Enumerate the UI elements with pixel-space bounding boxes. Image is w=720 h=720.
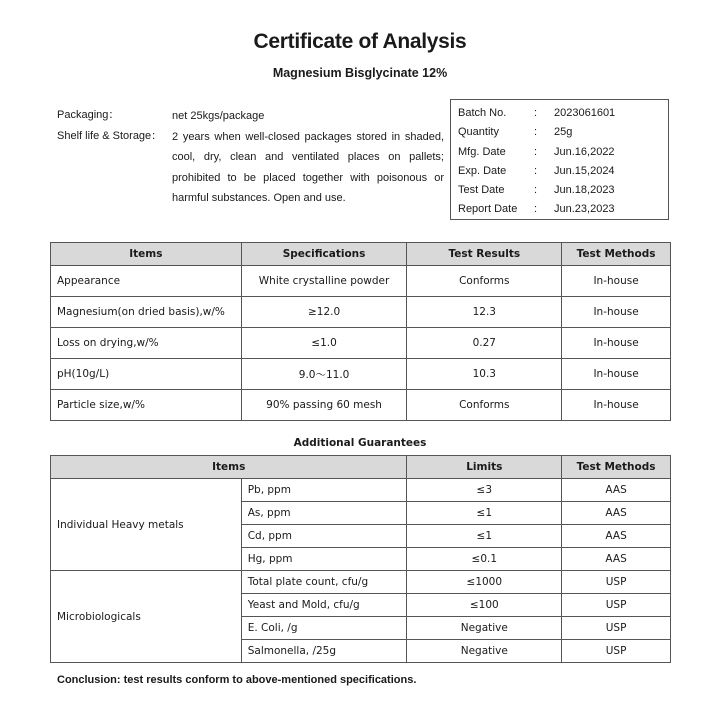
result-cell: Conforms (407, 266, 562, 297)
specification-cell: 9.0～11.0 (241, 359, 407, 390)
result-cell: Conforms (407, 390, 562, 421)
column-header-items: Items (51, 456, 407, 479)
sub-item-cell: Total plate count, cfu/g (241, 571, 407, 594)
method-cell: In-house (562, 266, 671, 297)
result-cell: 10.3 (407, 359, 562, 390)
method-cell: AAS (562, 479, 671, 502)
packaging-row (57, 106, 447, 127)
batch-value: Jun.16,2022 (554, 145, 615, 158)
batch-value: 2023061601 (554, 107, 616, 119)
limit-cell: ≤100 (407, 594, 562, 617)
limit-cell: Negative (407, 617, 562, 640)
packaging-label: Packaging： (57, 109, 120, 121)
method-cell: AAS (562, 502, 671, 525)
batch-label: Report Date (458, 203, 518, 216)
limit-cell: ≤1 (407, 502, 562, 525)
table-row (51, 359, 671, 390)
method-cell: In-house (562, 390, 671, 421)
shelf-life-label: Shelf life & Storage： (57, 129, 163, 142)
method-cell: AAS (562, 525, 671, 548)
method-cell: In-house (562, 328, 671, 359)
batch-row (458, 181, 668, 200)
method-cell: In-house (562, 359, 671, 390)
shelf-life-row (57, 127, 447, 209)
limit-cell: ≤1 (407, 525, 562, 548)
batch-separator: : (534, 184, 538, 197)
column-header-items: Items (51, 243, 242, 266)
method-cell: USP (562, 640, 671, 663)
table-row (51, 328, 671, 359)
item-cell: Magnesium(on dried basis),w/% (51, 297, 242, 328)
batch-value: 25g (554, 126, 573, 139)
table-row (51, 571, 671, 594)
shelf-life-value: 2 years when well-closed packages stored in shaded, cool, dry, clean and ventilated places on pallets; prohibited to be placed together with poisonous or harmful substances. Open and use. (172, 130, 444, 204)
column-header-test-methods: Test Methods (562, 456, 671, 479)
specification-cell: ≤1.0 (241, 328, 407, 359)
item-cell: Particle size,w/% (51, 390, 242, 421)
result-cell: 0.27 (407, 328, 562, 359)
batch-row (458, 104, 668, 123)
additional-guarantees-table (50, 455, 671, 663)
batch-label: Batch No. (458, 107, 507, 119)
packaging-value: net 25kgs/package (172, 110, 265, 122)
batch-separator: : (534, 126, 538, 139)
sub-item-cell: As, ppm (241, 502, 407, 525)
batch-label: Quantity (458, 126, 499, 139)
sub-item-cell: Yeast and Mold, cfu/g (241, 594, 407, 617)
batch-label: Mfg. Date (458, 145, 506, 158)
batch-value: Jun.18,2023 (554, 184, 615, 197)
specification-cell: 90% passing 60 mesh (241, 390, 407, 421)
sub-item-cell: Pb, ppm (241, 479, 407, 502)
limit-cell: Negative (407, 640, 562, 663)
sub-item-cell: Hg, ppm (241, 548, 407, 571)
limit-cell: ≤1000 (407, 571, 562, 594)
batch-row (458, 200, 668, 219)
result-cell: 12.3 (407, 297, 562, 328)
item-cell: Loss on drying,w/% (51, 328, 242, 359)
limit-cell: ≤3 (407, 479, 562, 502)
batch-separator: : (534, 107, 538, 119)
item-cell: pH(10g/L) (51, 359, 242, 390)
specification-cell: ≥12.0 (241, 297, 407, 328)
batch-value: Jun.15,2024 (554, 164, 615, 177)
batch-label: Exp. Date (458, 164, 507, 177)
batch-separator: : (534, 145, 538, 158)
table-row (51, 266, 671, 297)
method-cell: AAS (562, 548, 671, 571)
specification-cell: White crystalline powder (241, 266, 407, 297)
conclusion-text: Conclusion: test results conform to above-mentioned specifications. (57, 674, 417, 686)
additional-guarantees-title: Additional Guarantees (293, 437, 427, 449)
specifications-table (50, 242, 671, 421)
batch-row (458, 123, 668, 142)
batch-info-box (450, 99, 669, 220)
table-header-row (51, 456, 671, 479)
document-title: Certificate of Analysis (253, 30, 467, 53)
batch-separator: : (534, 203, 538, 216)
column-header-limits: Limits (407, 456, 562, 479)
table-row (51, 390, 671, 421)
table-row (51, 297, 671, 328)
column-header-specifications: Specifications (241, 243, 407, 266)
sub-item-cell: Salmonella, /25g (241, 640, 407, 663)
sub-item-cell: E. Coli, /g (241, 617, 407, 640)
batch-value: Jun.23,2023 (554, 203, 615, 216)
method-cell: USP (562, 571, 671, 594)
method-cell: USP (562, 594, 671, 617)
sub-item-cell: Cd, ppm (241, 525, 407, 548)
batch-label: Test Date (458, 184, 505, 197)
group-cell-microbiologicals: Microbiologicals (51, 571, 242, 663)
method-cell: In-house (562, 297, 671, 328)
group-cell-heavy-metals: Individual Heavy metals (51, 479, 242, 571)
batch-row (458, 143, 668, 162)
product-info (57, 106, 447, 209)
batch-row (458, 162, 668, 181)
table-row (51, 479, 671, 502)
batch-separator: : (534, 164, 538, 177)
column-header-test-methods: Test Methods (562, 243, 671, 266)
column-header-test-results: Test Results (407, 243, 562, 266)
product-name: Magnesium Bisglycinate 12% (272, 66, 448, 80)
method-cell: USP (562, 617, 671, 640)
item-cell: Appearance (51, 266, 242, 297)
table-header-row (51, 243, 671, 266)
limit-cell: ≤0.1 (407, 548, 562, 571)
